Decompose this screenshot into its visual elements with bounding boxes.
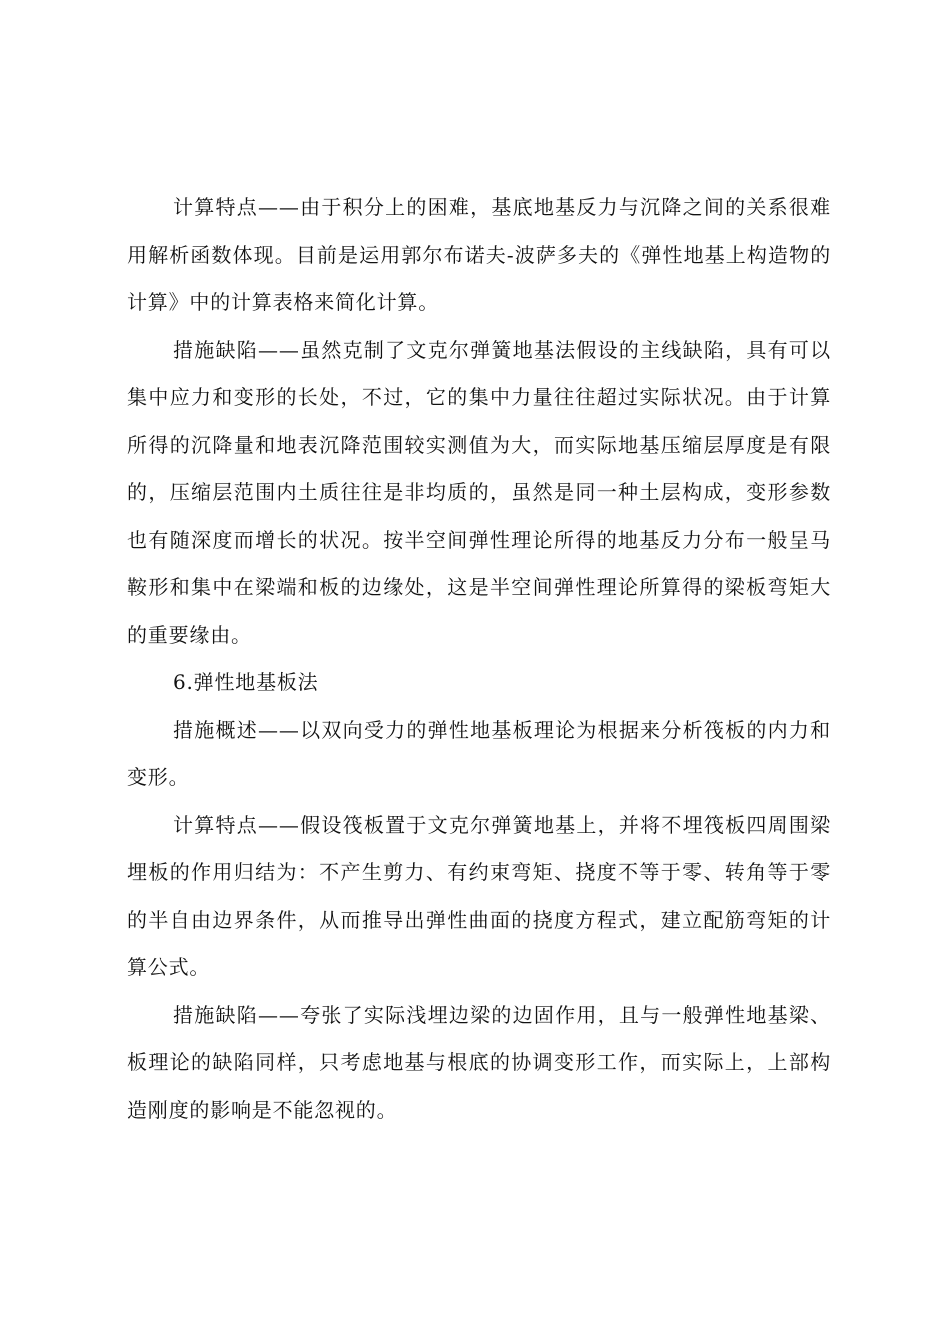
- document-body: [127, 184, 831, 1134]
- section-heading-elastic-foundation-plate: 6.弹性地基板法: [173, 670, 319, 694]
- paragraph-method-defects-2: 措施缺陷——夸张了实际浅埋边梁的边固作用，且与一般弹性地基梁、板理论的缺陷同样，只考虑地基与根底的协调变形工作，而实际上，上部构造刚度的影响是不能忽视的。: [127, 1002, 831, 1122]
- paragraph-calculation-features-1: 计算特点——由于积分上的困难，基底地基反力与沉降之间的关系很难用解析函数体现。目前是运用郭尔布诺夫-波萨多夫的《弹性地基上构造物的计算》中的计算表格来简化计算。: [127, 195, 831, 314]
- paragraph-method-overview: 措施概述——以双向受力的弹性地基板理论为根据来分析筏板的内力和变形。: [127, 717, 831, 789]
- paragraph-method-defects-1: 措施缺陷——虽然克制了文克尔弹簧地基法假设的主线缺陷，具有可以集中应力和变形的长处，不过，它的集中力量往往超过实际状况。由于计算所得的沉降量和地表沉降范围较实测值为大，而实际地基压缩层厚度是有限的，压缩层范围内土质往往是非均质的，虽然是同一种土层构成，变形参数也有随深度而增长的状况。按半空间弹性理论所得的地基反力分布一般呈马鞍形和集中在梁端和板的边缘处，这是半空间弹性理论所算得的梁板弯矩大的重要缘由。: [127, 337, 831, 647]
- paragraph-calculation-features-2: 计算特点——假设筏板置于文克尔弹簧地基上，并将不埋筏板四周围梁埋板的作用归结为：不产生剪力、有约束弯矩、挠度不等于零、转角等于零的半自由边界条件，从而推导出弹性曲面的挠度方程式，建立配筋弯矩的计算公式。: [127, 812, 831, 979]
